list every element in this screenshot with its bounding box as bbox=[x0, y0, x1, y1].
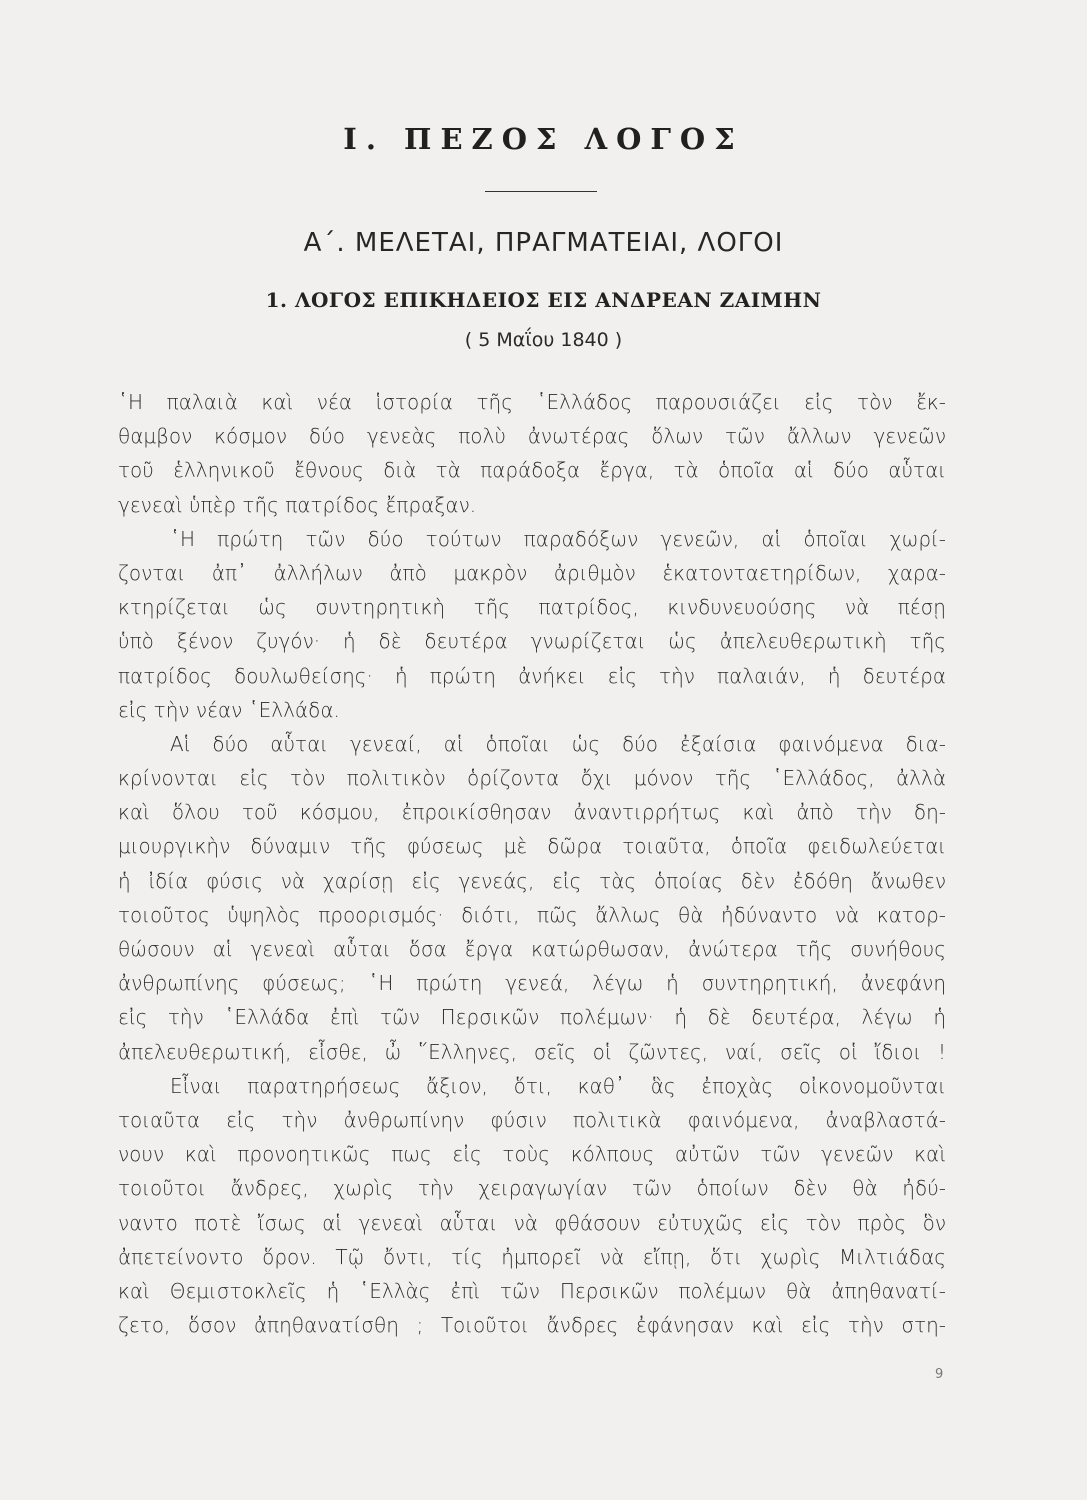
text-line: κτηρίζεται ὡς συντηρητικὴ τῆς πατρίδος, κινδυνευούσης νὰ πέσῃ bbox=[118, 595, 946, 620]
section-title: Α΄. ΜΕΛΕΤΑΙ, ΠΡΑΓΜΑΤΕΙΑΙ, ΛΟΓΟΙ bbox=[303, 228, 784, 258]
text-line: τοιαῦτα εἰς τὴν ἀνθρωπίνην φύσιν πολιτικὰ φαινόμενα, ἀναβλαστά- bbox=[118, 1107, 946, 1132]
text-line: θαμβον κόσμον δύο γενεὰς πολὺ ἀνωτέρας ὅλων τῶν ἄλλων γενεῶν bbox=[118, 424, 946, 449]
text-line: γενεαὶ ὑπὲρ τῆς πατρίδος ἔπραξαν. bbox=[118, 492, 477, 517]
text-line: κρίνονται εἰς τὸν πολιτικὸν ὁρίζοντα ὄχι μόνον τῆς ῾Ελλάδος, ἀλλὰ bbox=[118, 766, 946, 791]
text-line: Αἱ δύο αὗται γενεαί, αἱ ὁποῖαι ὡς δύο ἐξαίσια φαινόμενα δια- bbox=[170, 731, 946, 756]
text-line: ἀνθρωπίνης φύσεως; ῾Η πρώτη γενεά, λέγω ἡ συντηρητική, ἀνεφάνη bbox=[118, 971, 946, 996]
text-line: ὑπὸ ξένον ζυγόν· ἡ δὲ δευτέρα γνωρίζεται ὡς ἀπελευθερωτικὴ τῆς bbox=[118, 629, 946, 654]
text-line: νουν καὶ προνοητικῶς πως εἰς τοὺς κόλπους αὐτῶν τῶν γενεῶν καὶ bbox=[118, 1142, 946, 1167]
text-line: ἀπετείνοντο ὅρον. Τῷ ὄντι, τίς ἠμπορεῖ νὰ εἴπῃ, ὅτι χωρὶς Μιλτιάδας bbox=[118, 1244, 946, 1269]
text-line: καὶ ὅλου τοῦ κόσμου, ἐπροικίσθησαν ἀναντιρρήτως καὶ ἀπὸ τὴν δη- bbox=[118, 800, 946, 825]
text-line: θώσουν αἱ γενεαὶ αὗται ὅσα ἔργα κατώρθωσαν, ἀνώτερα τῆς συνήθους bbox=[118, 937, 946, 961]
part-title: Ι. ΠΕΖΟΣ ΛΟΓΟΣ bbox=[343, 122, 744, 156]
text-line: τοῦ ἑλληνικοῦ ἔθνους διὰ τὰ παράδοξα ἔργα, τὰ ὁποῖα αἱ δύο αὗται bbox=[118, 458, 946, 483]
text-line: καὶ Θεμιστοκλεῖς ἡ ῾Ελλὰς ἐπὶ τῶν Περσικῶν πολέμων θὰ ἀπηθανατί- bbox=[118, 1278, 946, 1303]
text-line: ῾Η παλαιὰ καὶ νέα ἱστορία τῆς ῾Ελλάδος παρουσιάζει εἰς τὸν ἔκ- bbox=[118, 390, 946, 414]
text-line: ζετο, ὅσον ἀπηθανατίσθη ; Τοιοῦτοι ἄνδρες ἐφάνησαν καὶ εἰς τὴν στη- bbox=[118, 1313, 946, 1338]
essay-title: 1. ΛΟΓΟΣ ΕΠΙΚΗΔΕΙΟΣ ΕΙΣ ΑΝΔΡΕΑΝ ΖΑΙΜΗΝ bbox=[265, 288, 822, 312]
body-text bbox=[118, 385, 946, 1342]
text-line: εἰς τὴν ῾Ελλάδα ἐπὶ τῶν Περσικῶν πολέμων· ἡ δὲ δευτέρα, λέγω ἡ bbox=[118, 1005, 946, 1030]
text-line: ἡ ἰδία φύσις νὰ χαρίσῃ εἰς γενεάς, εἰς τὰς ὁποίας δὲν ἐδόθη ἄνωθεν bbox=[118, 868, 946, 893]
text-line: μιουργικὴν δύναμιν τῆς φύσεως μὲ δῶρα τοιαῦτα, ὁποῖα φειδωλεύεται bbox=[118, 834, 946, 859]
text-line: ἀπελευθερωτική, εἶσθε, ὦ ῞Ελληνες, σεῖς οἱ ζῶντες, ναί, σεῖς οἱ ἴδιοι ! bbox=[118, 1039, 946, 1064]
text-line: πατρίδος δουλωθείσης· ἡ πρώτη ἀνήκει εἰς τὴν παλαιάν, ἡ δευτέρα bbox=[118, 663, 946, 688]
text-line: ῾Η πρώτη τῶν δύο τούτων παραδόξων γενεῶν, αἱ ὁποῖαι χωρί- bbox=[170, 526, 946, 551]
essay-date: ( 5 Μαΐου 1840 ) bbox=[464, 329, 623, 351]
title-divider bbox=[485, 191, 597, 192]
text-line: τοιοῦτος ὑψηλὸς προορισμός· διότι, πῶς ἄλλως θὰ ἠδύναντο νὰ κατορ- bbox=[118, 902, 946, 927]
text-line: εἰς τὴν νέαν ῾Ελλάδα. bbox=[118, 697, 340, 722]
text-line: ναντο ποτὲ ἴσως αἱ γενεαὶ αὗται νὰ φθάσουν εὐτυχῶς εἰς τὸν πρὸς ὃν bbox=[118, 1210, 946, 1235]
text-line: τοιοῦτοι ἄνδρες, χωρὶς τὴν χειραγωγίαν τῶν ὁποίων δὲν θὰ ἠδύ- bbox=[118, 1176, 946, 1201]
page-number: 9 bbox=[935, 1367, 944, 1382]
text-line: Εἶναι παρατηρήσεως ἄξιον, ὅτι, καθ᾿ ἃς ἐποχὰς οἰκονομοῦνται bbox=[170, 1073, 946, 1098]
text-line: ζονται ἀπ᾿ ἀλλήλων ἀπὸ μακρὸν ἀριθμὸν ἑκατονταετηρίδων, χαρα- bbox=[118, 560, 946, 585]
